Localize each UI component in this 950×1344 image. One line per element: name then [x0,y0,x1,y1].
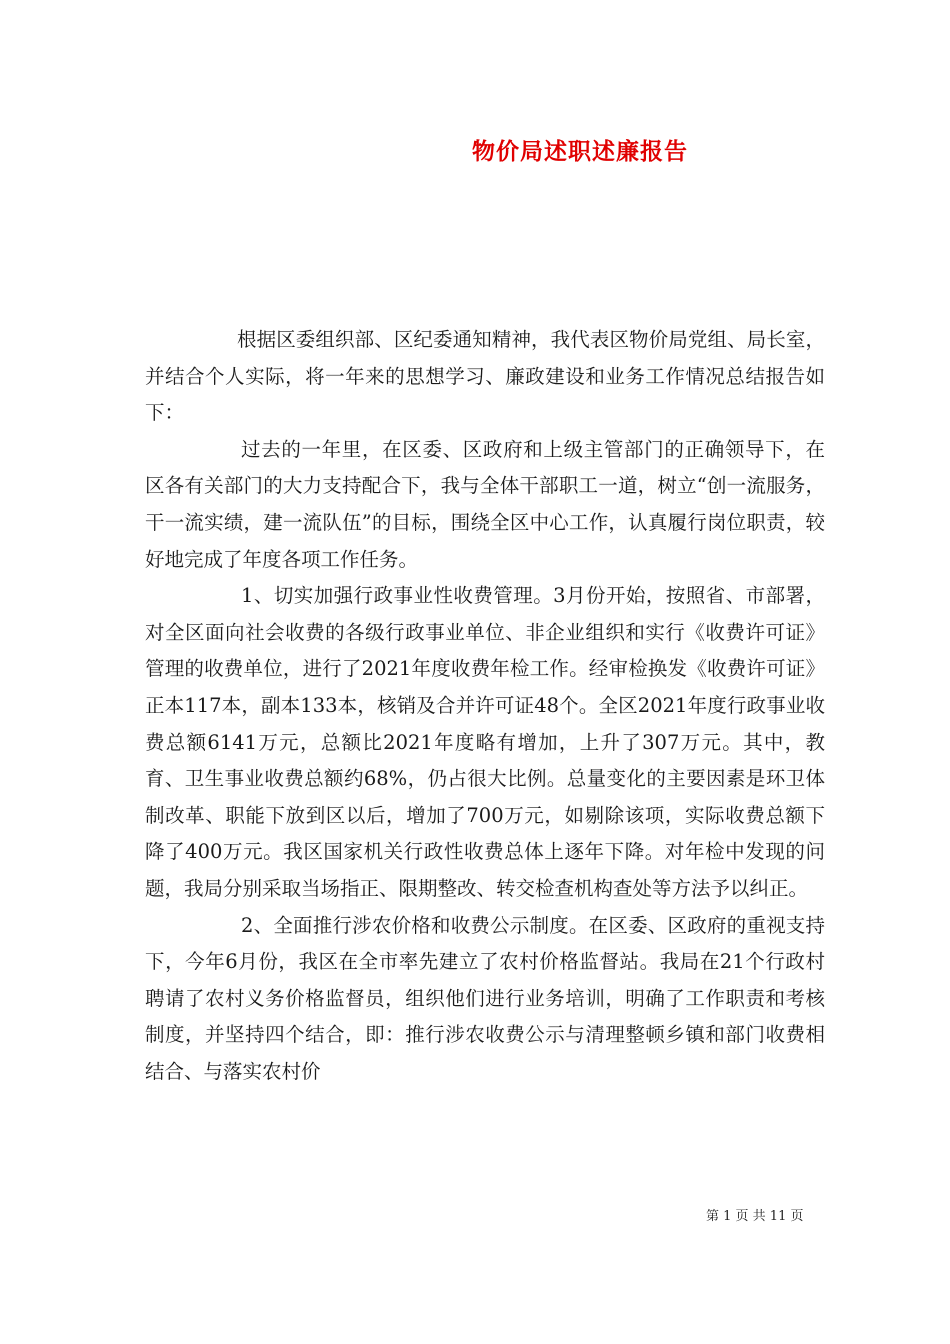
paragraph-fee-management: 1、切实加强行政事业性收费管理。3月份开始，按照省、市部署，对全区面向社会收费的各级行政事业单位、非企业组织和实行《收费许可证》管理的收费单位，进行了2021年度收费年检工作。经审检换发《收费许可证》正本117本，副本133本，核销及合并许可证48个。全区2021年度行政事业收费总额6141万元，总额比2021年度略有增加，上升了307万元。其中，教育、卫生事业收费总额约68%，仍占很大比例。总量变化的主要因素是环卫体制改革、职能下放到区以后，增加了700万元，如剔除该项，实际收费总额下降了400万元。我区国家机关行政性收费总体上逐年下降。对年检中发现的问题，我局分别采取当场指正、限期整改、转交检查机构查处等方法予以纠正。 [145,584,825,900]
page-number: 第 1 页 共 11 页 [706,1209,804,1224]
paragraph-intro: 根据区委组织部、区纪委通知精神，我代表区物价局党组、局长室，并结合个人实际，将一年来的思想学习、廉政建设和业务工作情况总结报告如下： [145,328,825,425]
document-body [145,322,825,1090]
paragraph-overview: 过去的一年里，在区委、区政府和上级主管部门的正确领导下，在区各有关部门的大力支持配合下，我与全体干部职工一道，树立“创一流服务，干一流实绩，建一流队伍”的目标，围绕全区中心工作，认真履行岗位职责，较好地完成了年度各项工作任务。 [145,437,825,571]
document-title: 物价局述职述廉报告 [472,138,688,165]
paragraph-price-disclosure: 2、全面推行涉农价格和收费公示制度。在区委、区政府的重视支持下，今年6月份，我区在全市率先建立了农村价格监督站。我局在21个行政村聘请了农村义务价格监督员，组织他们进行业务培训，明确了工作职责和考核制度，并坚持四个结合，即：推行涉农收费公示与清理整顿乡镇和部门收费相结合、与落实农村价 [145,913,825,1083]
